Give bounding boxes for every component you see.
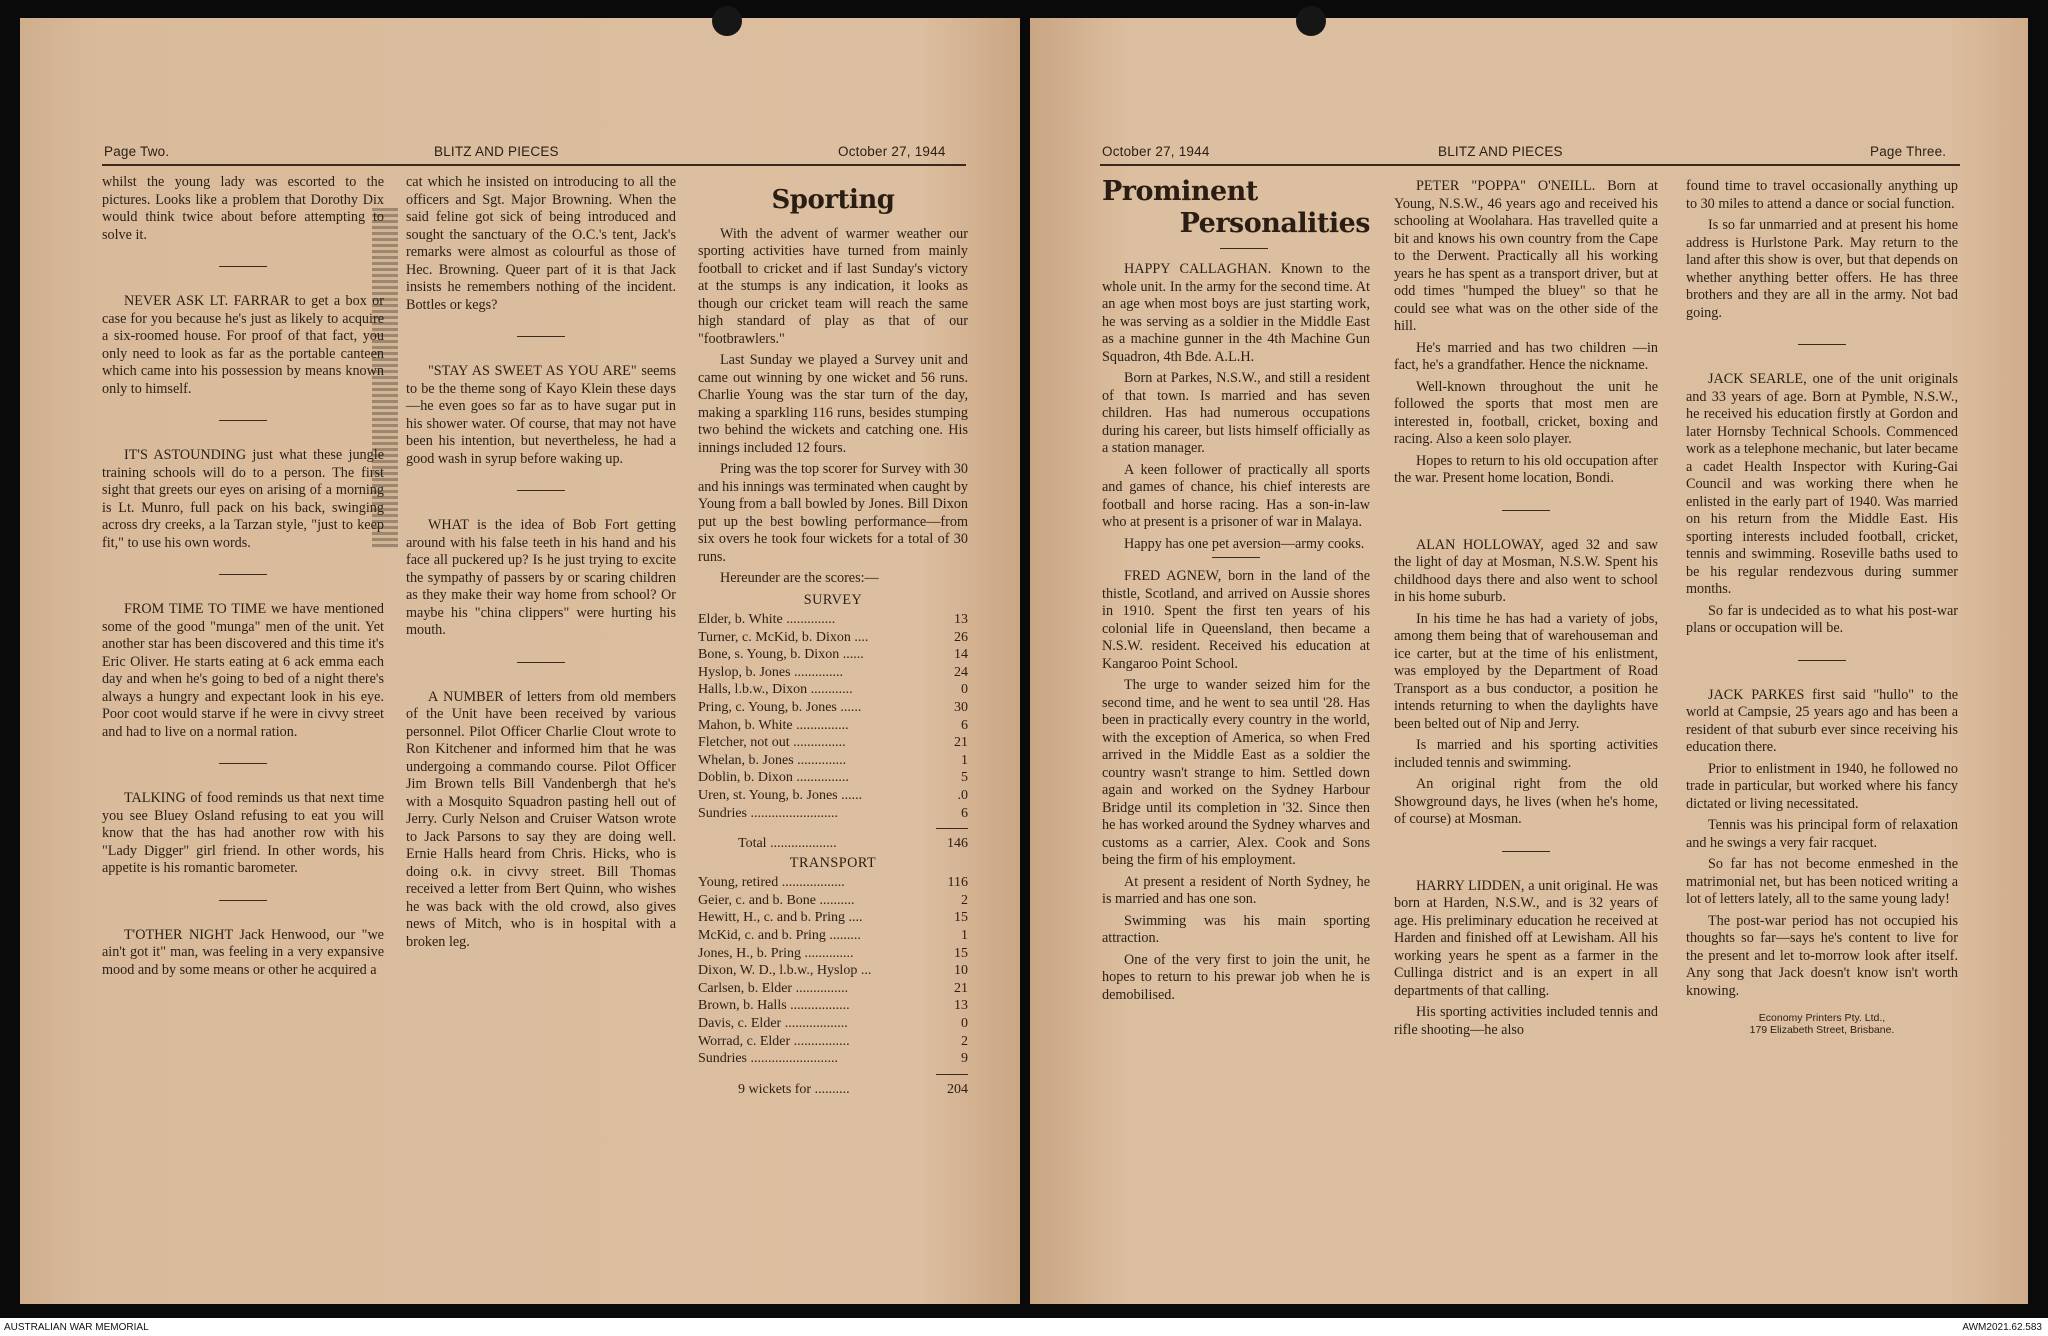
score-label: Sundries ......................... — [698, 1051, 838, 1067]
score-value: 26 — [954, 629, 968, 645]
paragraph: whilst the young lady was escorted to the pictures. Looks like a problem that Dorothy Dix would think twice about before attempting to solve it. — [102, 174, 384, 243]
score-value: .0 — [957, 787, 968, 803]
printer-address: 179 Elizabeth Street, Brisbane. — [1749, 1024, 1895, 1036]
score-label: Turner, c. McKid, b. Dixon .... — [698, 629, 869, 645]
score-value: 10 — [954, 963, 968, 979]
score-label: Hewitt, H., c. and b. Pring .... — [698, 910, 863, 926]
paragraph: In his time he has had a variety of jobs, among them being that of warehouseman and ice carter, but at the time of his enlistment, was employed by the Department of Road Transport as a bus conductor, a position he intends returning to when the daylights have been belted out of Nip and Jerry. — [1394, 610, 1658, 732]
score-value: 146 — [947, 836, 968, 852]
score-label: Elder, b. White .............. — [698, 612, 836, 627]
paragraph: Well-known throughout the unit he followed the sports that most men are interested in, football, cricket, boxing and racing. Also a keen solo player. — [1394, 378, 1658, 447]
score-label: Fletcher, not out ............... — [698, 735, 846, 751]
score-value: 204 — [947, 1081, 968, 1097]
score-row — [698, 805, 968, 823]
score-row — [698, 611, 968, 629]
paragraph: His sporting activities included tennis and rifle shooting—he also — [1394, 1004, 1658, 1038]
paragraph: So far has not become enmeshed in the matrimonial net, but has been noticed writing a lot of letters lately, all to the same young lady! — [1686, 856, 1958, 907]
score-row — [698, 664, 968, 682]
score-value: 6 — [961, 717, 968, 733]
score-value: 116 — [947, 875, 968, 891]
score-label: 9 wickets for .......... — [738, 1081, 850, 1097]
score-row — [698, 646, 968, 664]
left-page — [20, 18, 1020, 1304]
sporting-title: Sporting — [771, 185, 895, 215]
paragraph: ALAN HOLLOWAY, aged 32 and saw the light of day at Mosman, N.S.W. Spent his childhood days there and also went to school in his home suburb. — [1394, 536, 1658, 605]
score-row — [698, 681, 968, 699]
paragraph: So far is undecided as to what his post-war plans or occupation will be. — [1686, 602, 1958, 636]
score-label: Halls, l.b.w., Dixon ............ — [698, 682, 853, 698]
score-row — [698, 909, 968, 927]
score-label: Davis, c. Elder .................. — [698, 1015, 848, 1031]
divider — [1798, 344, 1846, 345]
score-label: Mahon, b. White ............... — [698, 717, 849, 733]
paragraph: A keen follower of practically all sports and games of chance, his chief interests are football and horse racing. Has a son-in-law who at present is a prisoner of war in Malaya. — [1102, 461, 1370, 530]
divider — [219, 763, 267, 764]
paragraph: He's married and has two children —in fact, he's a grandfather. Hence the nickname. — [1394, 339, 1658, 373]
paragraph: With the advent of warmer weather our sporting activities have turned from mainly football to cricket and if last Sunday's victory at the stumps is any indication, it looks as though our cricket team will reach the same high standard of play as that of our "footbrawlers." — [698, 225, 968, 347]
divider — [517, 662, 565, 663]
paragraph: Last Sunday we played a Survey unit and came out winning by one wicket and 56 runs. Charlie Young was the star turn of the day, making a sparkling 116 runs, besides stumping two behind the wickets and catching one. His innings included 12 fours. — [698, 352, 968, 456]
score-row — [698, 717, 968, 735]
paragraph: Tennis was his principal form of relaxation and he swings a very fair racquet. — [1686, 817, 1958, 851]
score-value: 21 — [954, 980, 968, 996]
divider — [1798, 660, 1846, 661]
score-value: 30 — [954, 699, 968, 715]
staple-hole — [712, 6, 742, 36]
score-label: Dixon, W. D., l.b.w., Hyslop ... — [698, 963, 872, 979]
score-row — [698, 1050, 968, 1068]
score-value: 9 — [961, 1051, 968, 1067]
score-label: Pring, c. Young, b. Jones ...... — [698, 699, 862, 715]
score-value: 13 — [954, 998, 968, 1014]
printer-credit — [1686, 1012, 1958, 1036]
newsletter-title: BLITZ AND PIECES — [1438, 144, 1563, 159]
paragraph: NEVER ASK LT. FARRAR to get a box or case for you because he's just as likely to acquire a six-roomed house. For proof of that fact, you only need to look as far as the portable canteen which came into his possession by means known only to himself. — [102, 293, 384, 397]
total-rule — [936, 828, 968, 829]
score-row — [698, 892, 968, 910]
paragraph: An original right from the old Showground days, he lives (when he's home, of course) at Mosman. — [1394, 776, 1658, 827]
score-value: 0 — [961, 682, 968, 698]
score-label: Worrad, c. Elder ................ — [698, 1033, 850, 1049]
page-number: Page Two. — [104, 144, 170, 159]
score-row — [698, 874, 968, 892]
divider — [1502, 510, 1550, 511]
score-row — [698, 1015, 968, 1033]
staple-hole — [1296, 6, 1326, 36]
score-label: Sundries ......................... — [698, 805, 838, 821]
title-line-1: Prominent — [1102, 176, 1258, 207]
divider — [517, 490, 565, 491]
score-value: 5 — [961, 770, 968, 786]
score-label: Carlsen, b. Elder ............... — [698, 980, 849, 996]
score-row — [698, 997, 968, 1015]
paragraph: cat which he insisted on introducing to all the officers and Sgt. Major Browning. When the said feline got sick of being introduced and sought the sanctuary of the O.C.'s tent, Jack's remarks were almost as colourful as those of Hec. Browning. Queer part of it is that Jack insists he remembers nothing of the incident. Bottles or kegs? — [406, 174, 676, 313]
score-label: Uren, st. Young, b. Jones ...... — [698, 787, 863, 803]
score-value: 0 — [961, 1015, 968, 1031]
score-label: Whelan, b. Jones .............. — [698, 752, 847, 768]
paragraph: WHAT is the idea of Bob Fort getting around with his false teeth in his hand and his face all puckered up? Is he just trying to excite the sympathy of passers by or scaring children as they make their way home from school? Or maybe his "china clippers" were hurting his mouth. — [406, 517, 676, 638]
page-number: Page Three. — [1870, 144, 1947, 159]
paragraph: Swimming was his main sporting attraction. — [1102, 912, 1370, 946]
score-value: 13 — [954, 612, 968, 627]
score-row — [698, 734, 968, 752]
score-row — [698, 699, 968, 717]
paragraph: Pring was the top scorer for Survey with 30 and his innings was terminated when caught by Young from a ball bowled by Jones. Bill Dixon put up the best bowling performance—from six overs he took four wickets for a total of 30 runs. — [698, 461, 968, 565]
archive-id: AWM2021.62.583 — [1962, 1322, 2042, 1333]
column-2 — [406, 174, 676, 955]
paragraph: HARRY LIDDEN, a unit original. He was born at Harden, N.S.W., and is 32 years of age. His preliminary education he received at Harden and finished off at Lewisham. All his working years he spent as a farmer in the Cullinga district and is an expert in all departments of that calling. — [1394, 877, 1658, 999]
header-rule — [102, 164, 966, 166]
score-row — [698, 752, 968, 770]
paragraph: Hereunder are the scores:— — [720, 570, 879, 586]
score-label: Hyslop, b. Jones .............. — [698, 664, 844, 680]
score-value: 21 — [954, 735, 968, 751]
paragraph: Is married and his sporting activities included tennis and swimming. — [1394, 737, 1658, 771]
survey-total — [698, 835, 968, 853]
divider — [219, 900, 267, 901]
header-rule — [1100, 164, 1960, 166]
score-label: Jones, H., b. Pring .............. — [698, 945, 854, 961]
paragraph: PETER "POPPA" O'NEILL. Born at Young, N.S.W., 46 years ago and received his schooling at Woolahara. Has travelled quite a bit and knows his own country from the Cape to the Derwent. Practically all his working years he has spent as a transport driver, but at odd times "humped the bluey" so that he could see what was on the other side of the hill. — [1394, 178, 1658, 334]
score-value: 15 — [954, 945, 968, 961]
transport-scores — [698, 874, 968, 1068]
paragraph: T'OTHER NIGHT Jack Henwood, our "we ain't got it" man, was feeling in a very expansive mood and by some means or other he acquired a — [102, 926, 384, 978]
paragraph: The urge to wander seized him for the second time, and he went to sea until '28. Has been in practically every country in the world, with the exception of America, so when Fred arrived in the Middle East as a soldier the country wasn't strange to him. Settled down again and worked on the Sydney Harbour Bridge until its completion in '32. Since then he has worked around the Sydney wharves and customs as a carrier, Alex. Cook and Sons being the firm of his employment. — [1102, 677, 1370, 868]
score-row — [698, 927, 968, 945]
paragraph: Happy has one pet aversion—army cooks. — [1124, 535, 1365, 552]
score-value: 6 — [961, 805, 968, 821]
score-row — [698, 769, 968, 787]
paragraph: The post-war period has not occupied his thoughts so far—says he's content to live for the present and let to-morrow look after itself. Any song that Jack doesn't know isn't worth knowing. — [1686, 912, 1958, 999]
score-row — [698, 629, 968, 647]
divider — [1220, 248, 1268, 249]
issue-date: October 27, 1944 — [838, 144, 946, 159]
paragraph: Is so far unmarried and at present his home address is Hurlstone Park. May return to the land after this show is over, but that depends on whether anything better offers. He has three brothers and they are all in the army. Not bad going. — [1686, 217, 1958, 321]
divider — [219, 266, 267, 267]
score-value: 1 — [961, 752, 968, 768]
total-rule — [936, 1074, 968, 1075]
divider — [219, 574, 267, 575]
score-value: 24 — [954, 664, 968, 680]
transport-heading: TRANSPORT — [789, 854, 877, 871]
score-row — [698, 945, 968, 963]
archive-name: AUSTRALIAN WAR MEMORIAL — [4, 1322, 149, 1333]
paragraph: found time to travel occasionally anything up to 30 miles to attend a dance or social function. — [1686, 178, 1958, 212]
title-line-2: Personalities — [1179, 208, 1370, 239]
score-value: 1 — [961, 928, 968, 943]
paragraph: IT'S ASTOUNDING just what these jungle training schools will do to a person. The first sight that greets our eyes on arising of a morning is Lt. Munro, full pack on his back, swinging across dry creeks, a la Tarzan style, "just to keep fit," to use his own words. — [102, 447, 384, 551]
score-value: 15 — [954, 910, 968, 926]
paragraph: Born at Parkes, N.S.W., and still a resident of that town. Is married and has seven children. Has had numerous occupations during his career, but lists himself officially as a station manager. — [1102, 370, 1370, 456]
newsletter-title: BLITZ AND PIECES — [434, 144, 559, 159]
right-page — [1030, 18, 2028, 1304]
section-title — [1102, 176, 1370, 240]
score-row — [698, 787, 968, 805]
paragraph: JACK PARKES first said "hullo" to the world at Campsie, 25 years ago and has been a resident of that suburb ever since receiving his education there. — [1686, 686, 1958, 755]
column-1 — [102, 174, 384, 983]
score-row — [698, 1033, 968, 1051]
score-label: Bone, s. Young, b. Dixon ...... — [698, 647, 864, 663]
paragraph: FRED AGNEW, born in the land of the thistle, Scotland, and arrived on Aussie shores in 1910. Spent the first ten years of his colonial life in Queensland, then became a N.S.W. resident. Received his education at Kangaroo Point School. — [1102, 568, 1370, 672]
personalities-column-3 — [1686, 178, 1958, 1036]
divider — [1212, 557, 1260, 558]
paragraph: HAPPY CALLAGHAN. Known to the whole unit. In the army for the second time. At an age when most boys are just starting work, he was serving as a soldier in the Middle East as a machine gunner in the 4th Machine Gun Squadron, 4th Bde. A.L.H. — [1102, 261, 1370, 365]
score-value: 2 — [961, 1033, 968, 1049]
paragraph: At present a resident of North Sydney, he is married and has one son. — [1102, 873, 1370, 907]
score-row — [698, 980, 968, 998]
paragraph: A NUMBER of letters from old members of the Unit have been received by various personnel. Pilot Officer Charlie Clout wrote to Ron Kitchener and informed him that he was undergoing a commando course. Pilot Officer Jim Brown tells Bill Vandenbergh that he's with a Mosquito Squadron pasting hell out of Jerry. Curly Nelson and Cruiser Watson wrote to Jack Parsons to say they are doing well. Ernie Halls heard from Chris. Hicks, who is doing o.k. in civvy street. Bill Thomas received a letter from Bert Quinn, who wishes he was back with the old crowd, also gives news of Mitch, who is in hospital with a broken leg. — [406, 688, 676, 950]
score-value: 14 — [954, 647, 968, 663]
divider — [219, 420, 267, 421]
personalities-column-2 — [1394, 178, 1658, 1043]
score-label: McKid, c. and b. Pring ......... — [698, 928, 861, 943]
archive-footer — [0, 1318, 2048, 1336]
divider — [1502, 851, 1550, 852]
personalities-column-1 — [1102, 176, 1370, 1008]
score-label: Brown, b. Halls ................. — [698, 998, 850, 1014]
paragraph: JACK SEARLE, one of the unit originals and 33 years of age. Born at Pymble, N.S.W., he received his education firstly at Gordon and later Hornsby Technical Schools. Commenced work as a telephone mechanic, but later became a cadet Health Inspector with Kuring-Gai Council and was working there when he enlisted in the early part of 1940. Was married on his return from the Middle East. His sporting interests included football, cricket, tennis and swimming. Roseville baths used to be his regular rendezvous during summer months. — [1686, 371, 1958, 597]
printer-name: Economy Printers Pty. Ltd., — [1758, 1012, 1886, 1024]
sporting-column — [698, 168, 968, 1098]
survey-scores — [698, 611, 968, 822]
score-label: Total ................... — [738, 836, 837, 852]
score-row — [698, 962, 968, 980]
paragraph: Prior to enlistment in 1940, he followed no trade in particular, but worked where his fancy dictated or living necessitated. — [1686, 760, 1958, 812]
paragraph: One of the very first to join the unit, he hopes to return to his prewar job when he is demobilised. — [1102, 951, 1370, 1003]
transport-total — [698, 1081, 968, 1099]
score-value: 2 — [961, 892, 968, 908]
divider — [517, 336, 565, 337]
score-label: Young, retired .................. — [698, 875, 845, 891]
score-label: Geier, c. and b. Bone .......... — [698, 892, 855, 908]
paragraph: TALKING of food reminds us that next time you see Bluey Osland refusing to eat you will know that the has had another row with his "Lady Digger" girl friend. In other words, his appetite is his romantic barometer. — [102, 790, 384, 876]
paragraph: Hopes to return to his old occupation after the war. Present home location, Bondi. — [1394, 452, 1658, 486]
paragraph: "STAY AS SWEET AS YOU ARE" seems to be the theme song of Kayo Klein these days—he even goes so far as to have sugar put in his shower water. Of course, that may not have been his intention, but nevertheless, he had a good wash in syrup before waking up. — [406, 363, 676, 467]
survey-heading: SURVEY — [803, 591, 863, 608]
paragraph: FROM TIME TO TIME we have mentioned some of the good "munga" men of the unit. Yet another star has been discovered and this time it's Eric Oliver. He starts eating at 6 ack emma each day and when he's going to bed of a night there's always a hungry and expectant look in his eye. Poor coot would starve if he were in civvy street and had to live on a normal ration. — [102, 601, 384, 740]
score-label: Doblin, b. Dixon ............... — [698, 770, 849, 786]
issue-date: October 27, 1944 — [1102, 144, 1210, 159]
